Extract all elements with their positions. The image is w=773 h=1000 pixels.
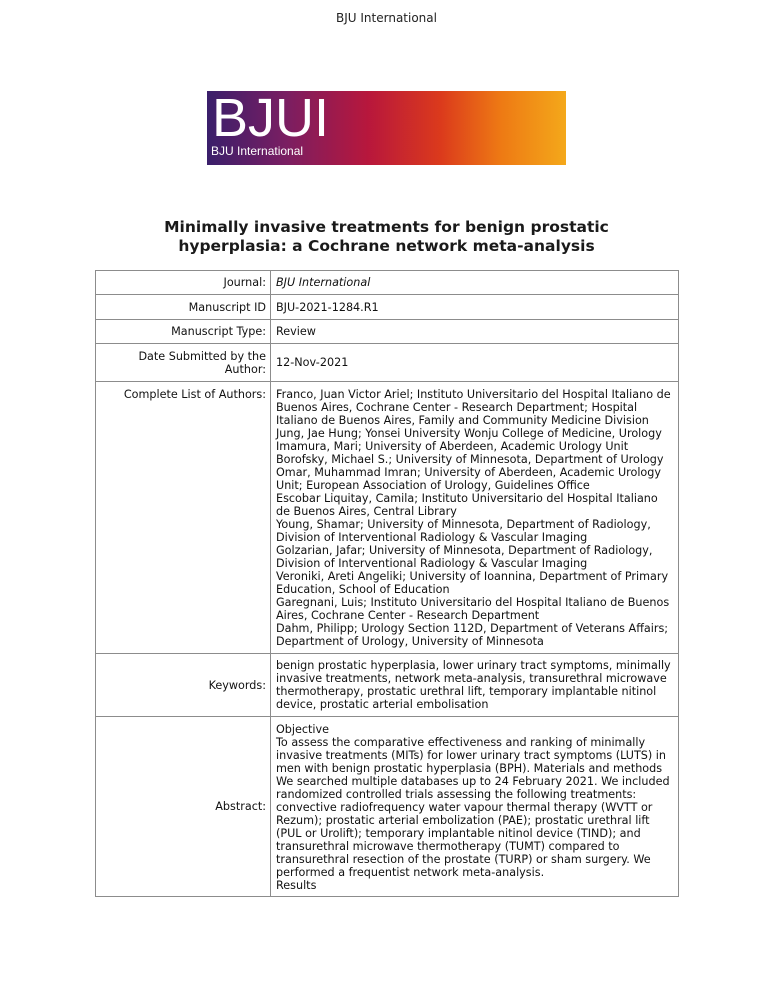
date-submitted-value: 12-Nov-2021 bbox=[271, 344, 679, 382]
abstract-row bbox=[96, 717, 679, 897]
manuscript-type-value: Review bbox=[271, 320, 679, 344]
manuscript-id-label: Manuscript ID bbox=[96, 295, 271, 320]
authors-list: Franco, Juan Victor Ariel; Instituto Universitario del Hospital Italiano de Buenos Aires, Cochrane Center - Research Department; Hospital Italiano de Buenos Aires, Family and Community Medicine Division Jung, Jae Hung; Yonsei University Wonju College of Medicine, Urology Imamura, Mari; University of Aberdeen, Academic Urology Unit Borofsky, Michael S.; University of Minnesota, Department of Urology Omar, Muhammad Imran; University of Aberdeen, Academic Urology Unit; European Association of Urology, Guidelines Office Escobar Liquitay, Camila; Instituto Universitario del Hospital Italiano de Buenos Aires, Central Library Young, Shamar; University of Minnesota, Department of Radiology, Division of Interventional Radiology & Vascular Imaging Golzarian, Jafar; University of Minnesota, Department of Radiology, Division of Interventional Radiology & Vascular Imaging Veroniki, Areti Angeliki; University of Ioannina, Department of Primary Education, School of Education Garegnani, Luis; Instituto Universitario del Hospital Italiano de Buenos Aires, Cochrane Center - Research Department Dahm, Philipp; Urology Section 112D, Department of Veterans Affairs; Department of Urology, University of Minnesota bbox=[271, 382, 679, 654]
abstract-label: Abstract: bbox=[96, 717, 271, 897]
date-submitted-row bbox=[96, 344, 679, 382]
manuscript-id-row bbox=[96, 295, 679, 320]
date-submitted-label: Date Submitted by the Author: bbox=[96, 344, 271, 382]
journal-label: Journal: bbox=[96, 271, 271, 295]
keywords-row bbox=[96, 654, 679, 717]
manuscript-type-label: Manuscript Type: bbox=[96, 320, 271, 344]
paper-title-line-2: hyperplasia: a Cochrane network meta-analysis bbox=[178, 237, 595, 255]
logo-subtitle: BJU International bbox=[211, 144, 304, 158]
keywords-value: benign prostatic hyperplasia, lower urinary tract symptoms, minimally invasive treatments, network meta-analysis, transurethral microwave thermotherapy, prostatic urethral lift, temporary implantable nitinol device, prostatic arterial embolisation bbox=[271, 654, 679, 717]
journal-row bbox=[96, 271, 679, 295]
authors-label: Complete List of Authors: bbox=[96, 382, 271, 654]
journal-value: BJU International bbox=[271, 271, 679, 295]
paper-title-line-1: Minimally invasive treatments for benign prostatic bbox=[164, 218, 609, 236]
authors-row bbox=[96, 382, 679, 654]
manuscript-metadata-table bbox=[95, 270, 679, 897]
logo-wordmark: BJUI bbox=[212, 91, 330, 148]
manuscript-type-row bbox=[96, 320, 679, 344]
running-header: BJU International bbox=[336, 11, 437, 25]
journal-logo bbox=[207, 91, 566, 165]
paper-title bbox=[0, 218, 773, 256]
manuscript-id-value: BJU-2021-1284.R1 bbox=[271, 295, 679, 320]
keywords-label: Keywords: bbox=[96, 654, 271, 717]
abstract-text: Objective To assess the comparative effectiveness and ranking of minimally invasive treatments (MITs) for lower urinary tract symptoms (LUTS) in men with benign prostatic hyperplasia (BPH). Materials and methods We searched multiple databases up to 24 February 2021. We included randomized controlled trials assessing the following treatments: convective radiofrequency water vapour thermal therapy (WVTT or Rezum); prostatic arterial embolization (PAE); prostatic urethral lift (PUL or Urolift); temporary implantable nitinol device (TIND); and transurethral microwave thermotherapy (TUMT) compared to transurethral resection of the prostate (TURP) or sham surgery. We performed a frequentist network meta-analysis. Results bbox=[271, 717, 679, 897]
